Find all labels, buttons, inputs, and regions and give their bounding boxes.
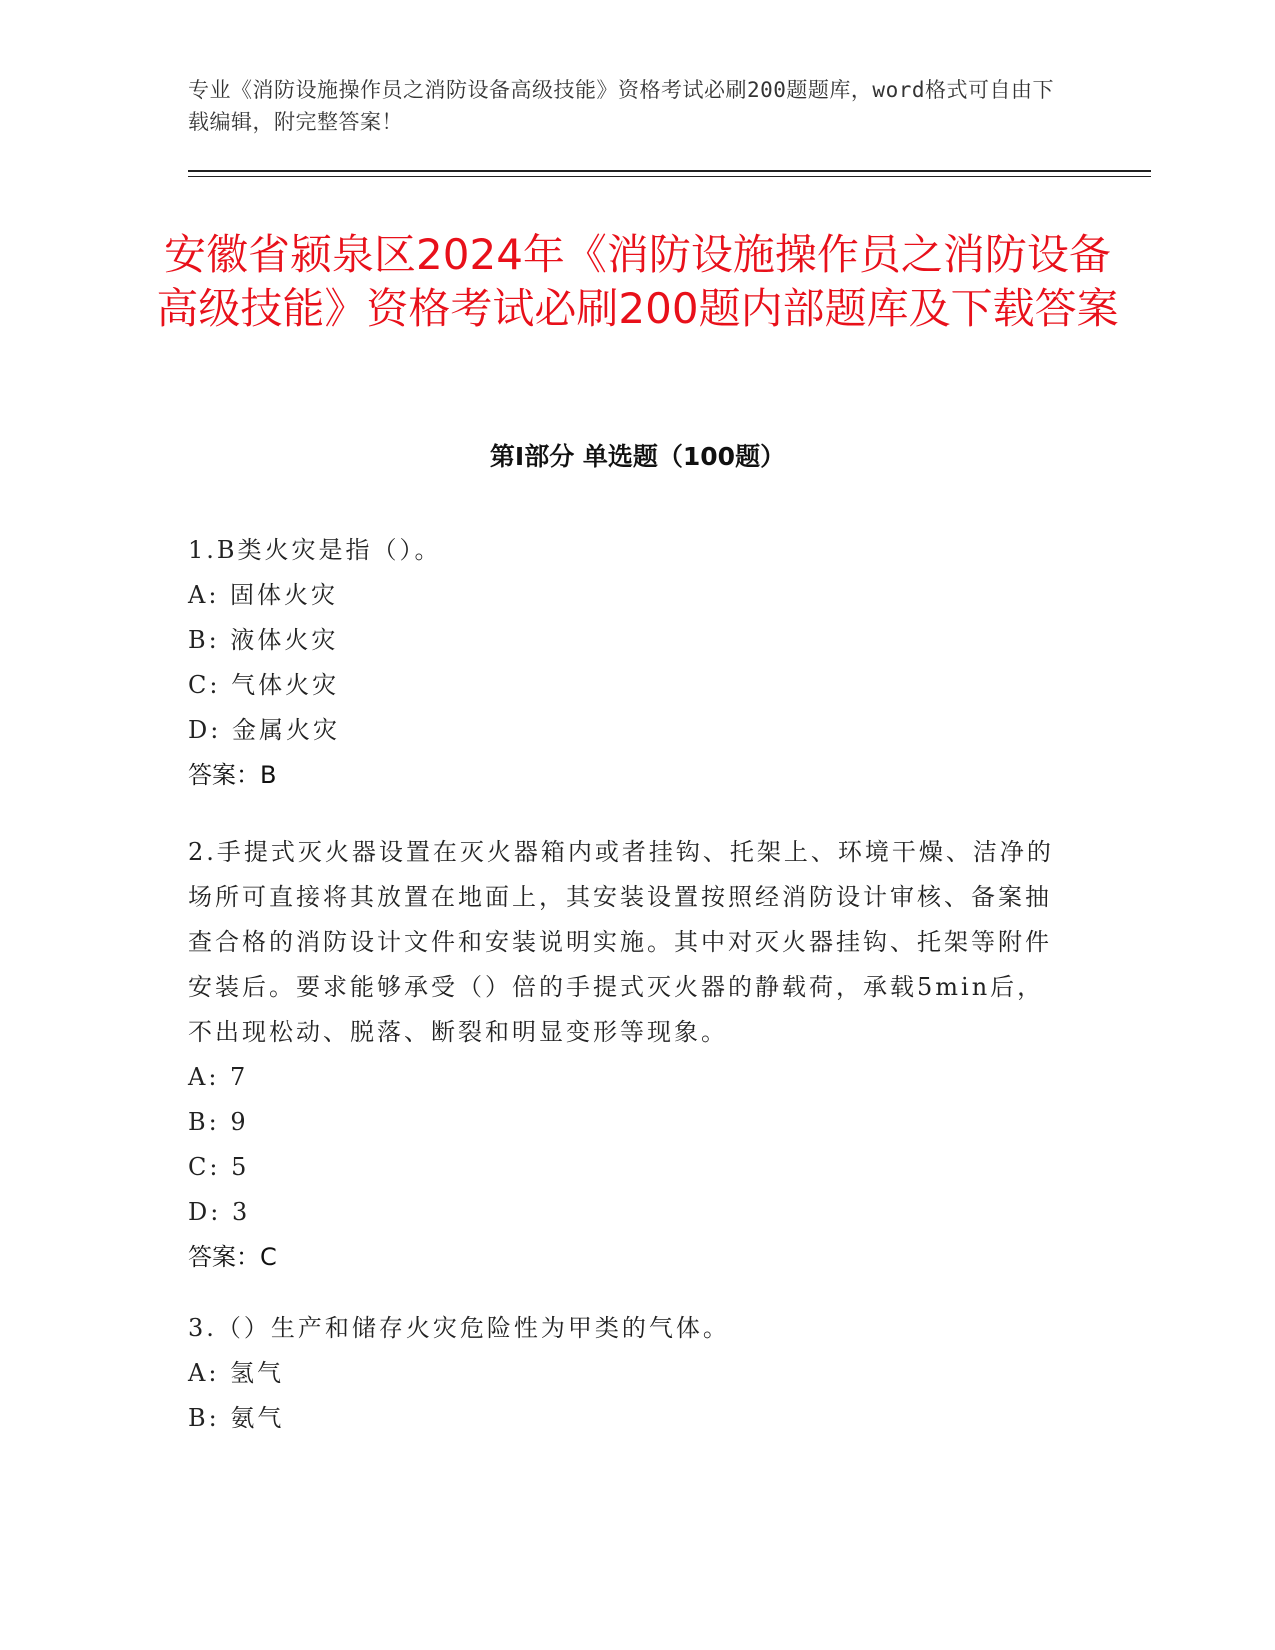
- header-rule-thick: [188, 170, 1151, 172]
- section-heading: 第Ⅰ部分 单选题（100题）: [489, 442, 786, 471]
- option-c: C: 气体火灾: [188, 671, 340, 699]
- question-3: [188, 1306, 1068, 1441]
- question-stem: 1.B类火灾是指（）。: [188, 536, 442, 564]
- option-a: A: 固体火灾: [188, 581, 339, 609]
- header-rule-thin: [188, 176, 1151, 177]
- question-stem: 3.（）生产和储存火灾危险性为甲类的气体。: [188, 1314, 730, 1342]
- answer: 答案：B: [188, 761, 277, 789]
- option-d: D: 3: [188, 1198, 251, 1226]
- question-1: [188, 528, 1068, 798]
- document-title: 安徽省颍泉区2024年《消防设施操作员之消防设备高级技能》资格考试必刷200题内部题库及下载答案: [156, 230, 1119, 333]
- option-b: B: 氨气: [188, 1404, 285, 1432]
- answer: 答案：C: [188, 1243, 277, 1271]
- option-b: B: 9: [188, 1108, 249, 1136]
- header-note: 专业《消防设施操作员之消防设备高级技能》资格考试必刷200题题库，word格式可自由下载编辑，附完整答案！: [188, 78, 1054, 134]
- option-d: D: 金属火灾: [188, 716, 340, 744]
- question-stem: 2.手提式灭火器设置在灭火器箱内或者挂钩、托架上、环境干燥、洁净的场所可直接将其放置在地面上，其安装设置按照经消防设计审核、备案抽查合格的消防设计文件和安装说明实施。其中对灭火器挂钩、托架等附件安装后。要求能够承受（）倍的手提式灭火器的静载荷，承载5min后，不出现松动、脱落、断裂和明显变形等现象。: [188, 838, 1054, 1046]
- option-a: A: 氢气: [188, 1359, 285, 1387]
- option-a: A: 7: [188, 1063, 249, 1091]
- question-2: [188, 830, 1068, 1280]
- option-c: C: 5: [188, 1153, 250, 1181]
- option-b: B: 液体火灾: [188, 626, 339, 654]
